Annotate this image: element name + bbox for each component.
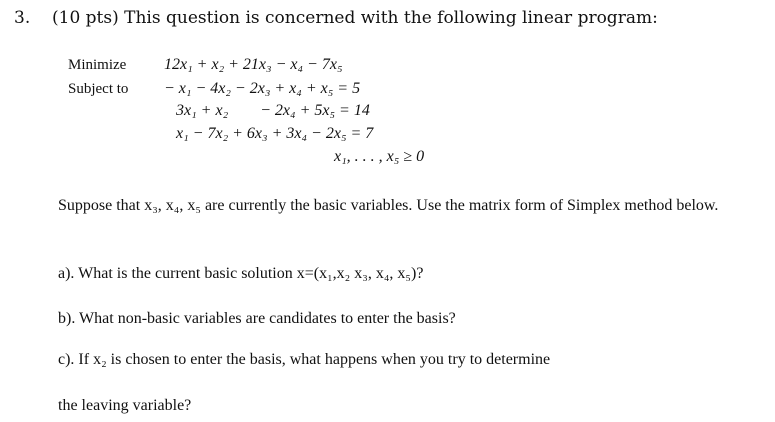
intro-paragraph: Suppose that x₃, x₄, x₅ are currently the basic variables. Use the matrix form of Simplex method below. <box>58 197 719 214</box>
nonnegativity-constraint: x₁, . . . , x₅ ≥ 0 <box>334 148 425 165</box>
part-c-line1: c). If x₂ is chosen to enter the basis, what happens when you try to determine <box>58 351 551 368</box>
part-c-line2: the leaving variable? <box>58 397 192 414</box>
question-title: (10 pts) This question is concerned with the following linear program: <box>52 8 658 28</box>
constraint-2: 3x₁ + x₂ − 2x₄ + 5x₅ = 14 <box>176 102 370 119</box>
constraint-3: x₁ − 7x₂ + 6x₃ + 3x₄ − 2x₅ = 7 <box>176 125 374 142</box>
minimize-label: Minimize <box>68 57 127 73</box>
subject-to-label: Subject to <box>68 81 129 97</box>
objective-function: 12x₁ + x₂ + 21x₃ − x₄ − 7x₅ <box>164 56 343 73</box>
question-number: 3. <box>14 8 31 28</box>
part-a: a). What is the current basic solution x=(x₁,x₂ x₃, x₄, x₅)? <box>58 265 424 282</box>
constraint-1: − x₁ − 4x₂ − 2x₃ + x₄ + x₅ = 5 <box>164 80 361 97</box>
part-b: b). What non-basic variables are candidates to enter the basis? <box>58 310 456 327</box>
